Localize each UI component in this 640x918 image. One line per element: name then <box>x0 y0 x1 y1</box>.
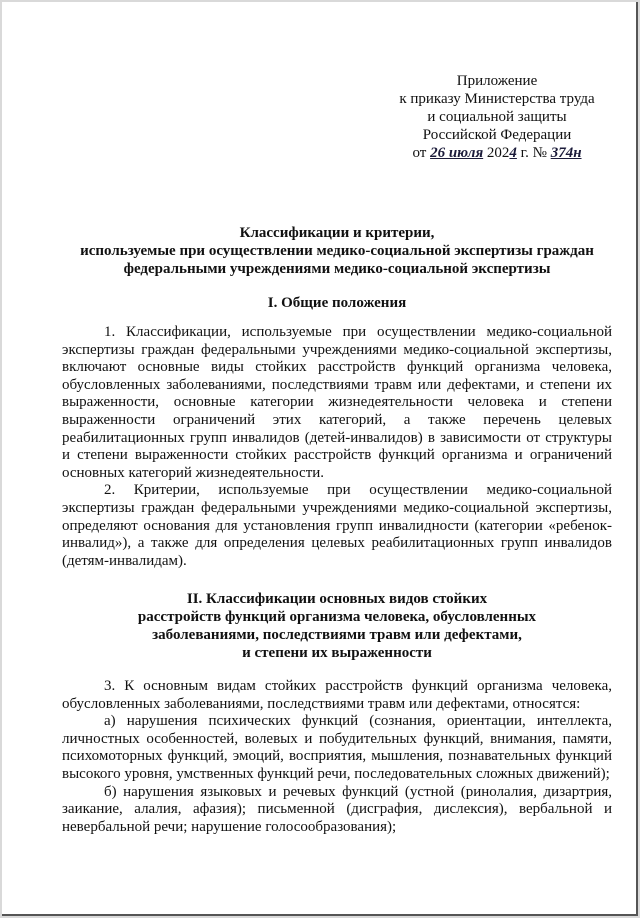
section-1-heading: I. Общие положения <box>267 295 407 311</box>
appendix-order-ref: к приказу Министерства труда <box>399 91 595 107</box>
section-2-heading: II. Классификации основных видов стойких расстройств функций организма человека, обусловленных заболеваниями, последствиями травм или дефектами, и степени их выраженности <box>137 591 537 661</box>
handwritten-order-number: 374н <box>550 145 582 161</box>
appendix-country-line: Российской Федерации <box>422 127 572 143</box>
section-2-body <box>62 678 612 836</box>
document-page <box>2 2 638 916</box>
handwritten-year-digit: 4 <box>509 145 517 161</box>
paragraph-3a: а) нарушения психических функций (сознания, ориентации, интеллекта, личностных особенностей, волевых и побудительных функций, внимания, памяти, психомоторных функций, эмоций, восприятия, мышления, познавательных функций высокого уровня, умственных функций речи, последовательных сложных движений); <box>62 713 612 782</box>
paragraph-3: 3. К основным видам стойких расстройств функций организма человека, обусловленных заболеваниями, последствиями травм или дефектами, относятся: <box>62 678 612 712</box>
paragraph-1: 1. Классификации, используемые при осуществлении медико-социальной экспертизы граждан федеральными учреждениями медико-социальной экспертизы, включают основные виды стойких расстройств функций организма человека, обусловленных заболеваниями, последствиями травм или дефектами, и степени их выраженности, основные категории жизнедеятельности человека и степени выраженности ограничений этих категорий, а также перечень целевых реабилитационных групп инвалидов (детей-инвалидов) в зависимости от структуры и степени выраженности стойких расстройств функций организма и ограничений основных категорий жизнедеятельности. <box>62 324 612 481</box>
appendix-ministry-line: и социальной защиты <box>427 109 567 125</box>
title-line: Классификации и критерии, <box>239 225 435 241</box>
handwritten-date: 26 июля <box>430 145 484 161</box>
title-line: используемые при осуществлении медико-социальной экспертизы граждан <box>80 243 594 259</box>
appendix-block <box>382 72 612 162</box>
document-title <box>62 224 612 278</box>
title-line: федеральными учреждениями медико-социальной экспертизы <box>123 261 551 277</box>
appendix-date-line: от 26 июля 2024 г. № 374н <box>412 145 582 161</box>
appendix-label: Приложение <box>456 73 538 89</box>
section-1-body <box>62 324 612 570</box>
paragraph-2: 2. Критерии, используемые при осуществлении медико-социальной экспертизы граждан федеральными учреждениями медико-социальной экспертизы, определяют основания для установления групп инвалидности (категории «ребенок-инвалид»), а также для определения целевых реабилитационных групп инвалидов (детям-инвалидам). <box>62 482 612 569</box>
paragraph-3b: б) нарушения языковых и речевых функций (устной (ринолалия, дизартрия, заикание, алалия, афазия); письменной (дисграфия, дислексия), вербальной и невербальной речи; нарушение голосообразования); <box>62 783 612 835</box>
